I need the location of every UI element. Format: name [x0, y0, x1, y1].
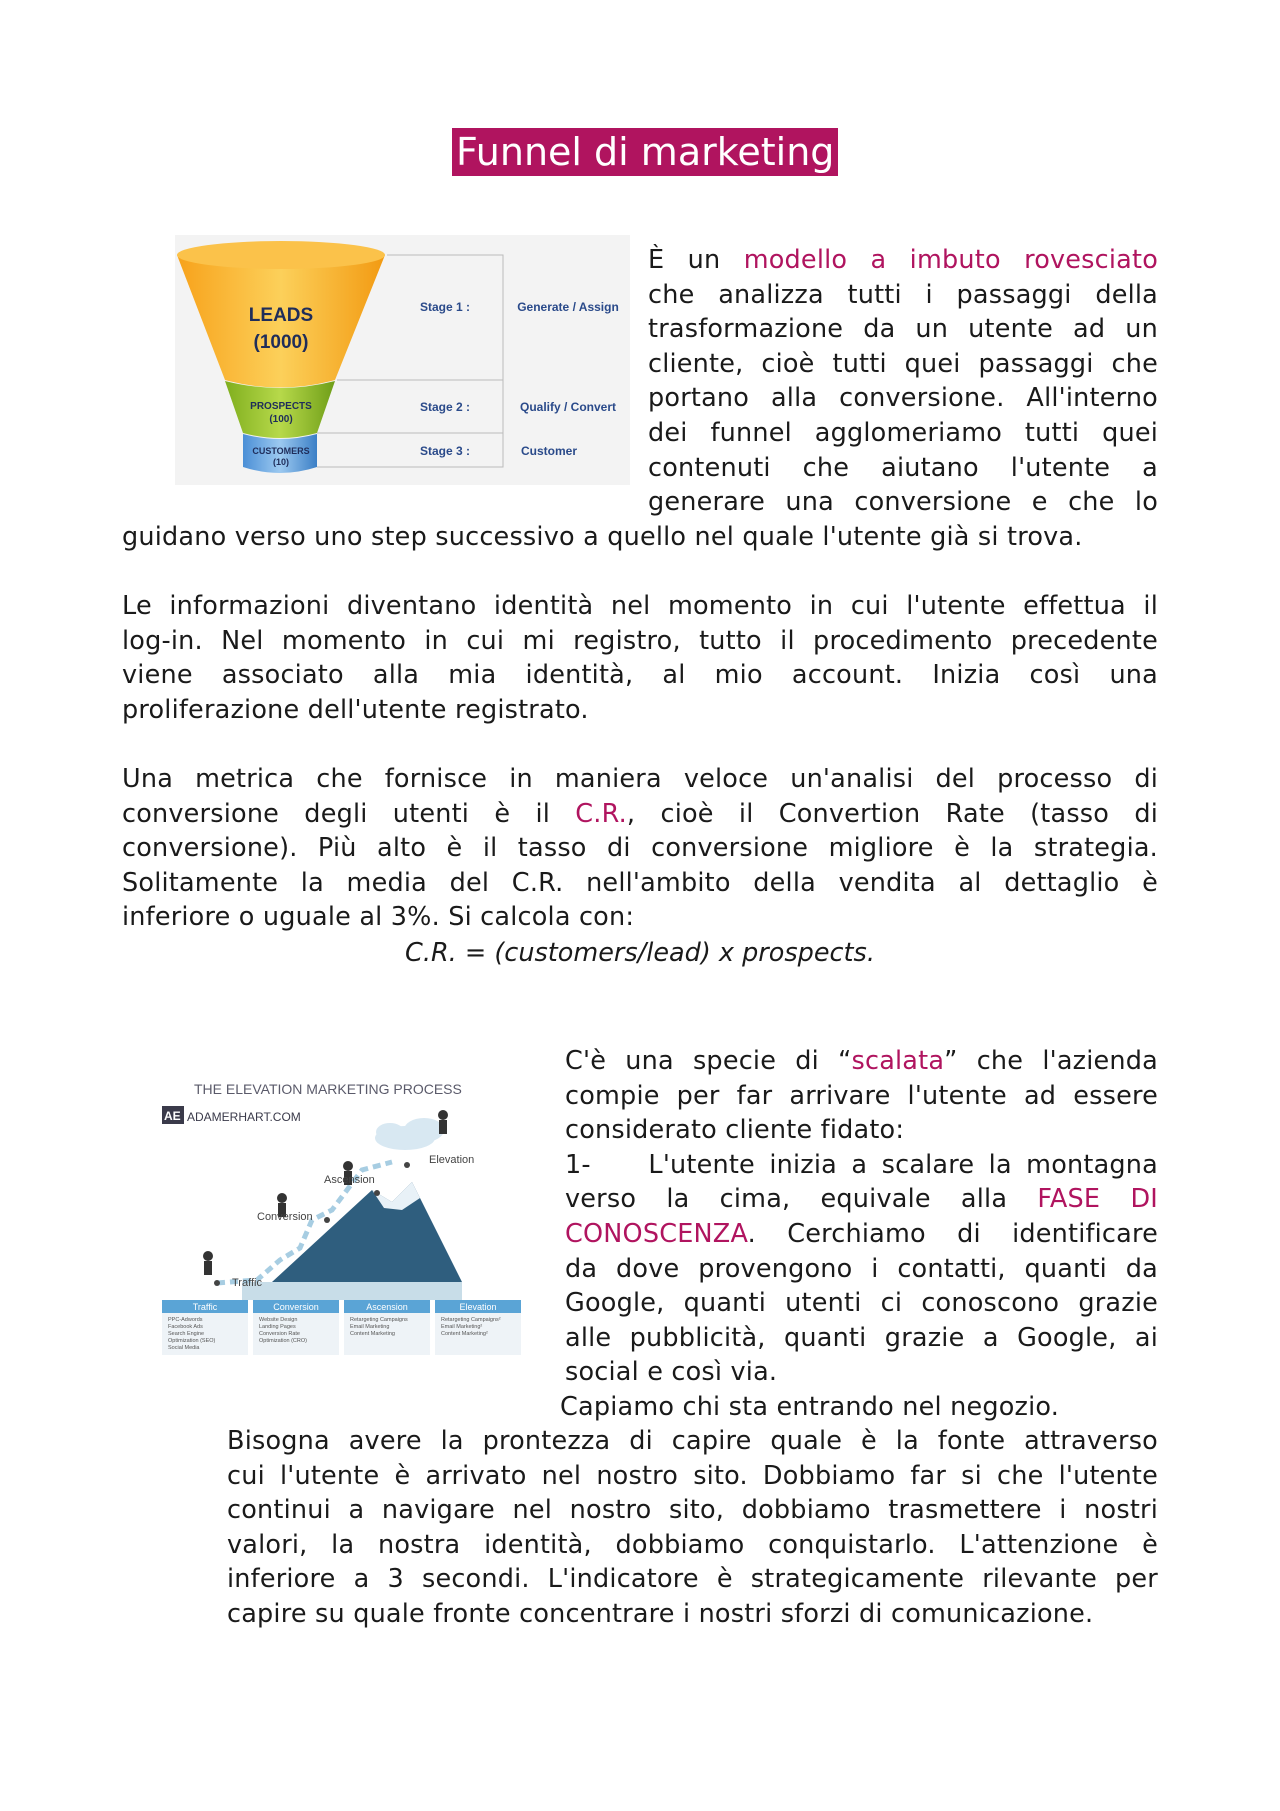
- text-line: valori, la nostra identità, dobbiamo conquistarlo. L'attenzione è: [227, 1529, 1158, 1560]
- funnel-leads-label: LEADS: [248, 305, 314, 326]
- highlight-conoscenza: CONOSCENZA: [565, 1218, 748, 1249]
- highlight-scalata: scalata: [851, 1046, 945, 1076]
- col-head-elevation: Elevation: [459, 1302, 497, 1312]
- text-line: considerato cliente fidato:: [565, 1115, 905, 1146]
- funnel-customers-label: CUSTOMERS: [252, 446, 310, 456]
- text-line: cliente, cioè tutti quei passaggi che: [648, 348, 1158, 379]
- paragraph-prontezza: [227, 1424, 1158, 1632]
- text-line: capire su quale fronte concentrare i nostri sforzi di comunicazione.: [227, 1598, 1094, 1629]
- text-line: Bisogna avere la prontezza di capire quale è la fonte attraverso: [227, 1426, 1158, 1456]
- stage2-desc: Qualify / Convert: [519, 400, 617, 414]
- text-line: Solitamente la media del C.R. nell'ambito della vendita al dettaglio è: [122, 867, 1158, 898]
- text-line: verso la cima, equivale alla FASE DI: [565, 1184, 1158, 1215]
- col-item: Optimization (SEO): [168, 1338, 216, 1344]
- text-line: cui l'utente è arrivato nel nostro sito. Dobbiamo far si che l'utente: [227, 1460, 1158, 1491]
- highlight-modello: modello a imbuto rovesciato: [743, 245, 1158, 275]
- elevation-title: THE ELEVATION MARKETING PROCESS: [194, 1081, 462, 1097]
- stage3-label: Stage 3 :: [419, 444, 471, 458]
- col-item: PPC-Adwords: [168, 1317, 203, 1323]
- text-line: proliferazione dell'utente registrato.: [122, 694, 589, 725]
- stage1-label: Stage 1 :: [419, 300, 471, 314]
- ae-logo-text: AE: [164, 1109, 181, 1123]
- col-item: Website Design: [259, 1317, 298, 1323]
- text-line: Capiamo chi sta entrando nel negozio.: [560, 1392, 1060, 1422]
- col-item: Search Engine: [168, 1331, 205, 1337]
- formula: C.R. = (customers/lead) x prospects.: [405, 938, 875, 968]
- funnel-customers-count: (10): [272, 457, 290, 467]
- text-line: generare una conversione e che lo: [648, 487, 1158, 518]
- text-line: È un modello a imbuto rovesciato: [648, 245, 1158, 275]
- text-line: inferiore o uguale al 3%. Si calcola con:: [122, 902, 635, 933]
- funnel-prospects-label: PROSPECTS: [250, 401, 312, 412]
- page-title: Funnel di marketing: [452, 128, 838, 176]
- text-line: contenuti che aiutano l'utente a: [648, 452, 1158, 483]
- text-line: C'è una specie di “scalata” che l'azienda: [565, 1046, 1158, 1076]
- conversion-point: [324, 1217, 330, 1223]
- col-head-conversion: Conversion: [273, 1302, 319, 1312]
- paragraph-funnel-definition: [648, 243, 1158, 520]
- text-line: Una metrica che fornisce in maniera veloce un'analisi del processo di: [122, 764, 1158, 794]
- stage1-desc: Generate / Assign: [517, 300, 619, 314]
- stage2-label: Stage 2 :: [419, 400, 471, 414]
- col-item: Social Media: [168, 1345, 200, 1351]
- col-head-traffic: Traffic: [192, 1302, 218, 1312]
- stage3-desc: Customer: [520, 444, 578, 458]
- col-head-ascension: Ascension: [366, 1302, 408, 1312]
- text-line: continui a navigare nel nostro sito, dobbiamo trasmettere i nostri: [227, 1495, 1158, 1526]
- text-line: Le informazioni diventano identità nel momento in cui l'utente effettua il: [122, 591, 1158, 621]
- elevation-image: [162, 1070, 526, 1362]
- paragraph-conversion-rate: [122, 762, 1158, 935]
- col-item: Email Marketing: [350, 1324, 390, 1330]
- stage-conversion-label: Conversion: [257, 1211, 313, 1223]
- text-line: trasformazione da un utente ad un: [648, 314, 1158, 345]
- paragraph-funnel-continued: [122, 520, 1162, 555]
- col-item: Facebook Ads: [168, 1324, 203, 1330]
- text-line: che analizza tutti i passaggi della: [648, 279, 1158, 310]
- funnel-image: [175, 235, 630, 485]
- text-line: inferiore a 3 secondi. L'indicatore è strategicamente rilevante per: [227, 1564, 1158, 1595]
- text-line: Google, quanti utenti ci conoscono grazie: [565, 1288, 1158, 1319]
- text-line: alle pubblicità, quanti grazie a Google, ai: [565, 1322, 1158, 1353]
- stage-ascension-label: Ascension: [324, 1174, 375, 1186]
- text-line: conversione degli utenti è il C.R., cioè il Convertion Rate (tasso di: [122, 798, 1159, 829]
- text-line: social e così via.: [565, 1357, 778, 1388]
- funnel-leads-count: (1000): [253, 332, 309, 353]
- col-item: Landing Pages: [259, 1324, 296, 1330]
- col-item: Email Marketing²: [441, 1324, 483, 1330]
- col-item: Optimization (CRO): [259, 1338, 307, 1344]
- text-line: dei funnel agglomeriamo tutti quei: [648, 417, 1158, 448]
- highlight-fase-di: FASE DI: [1037, 1184, 1158, 1215]
- col-item: Content Marketing²: [441, 1331, 488, 1337]
- text-line: log-in. Nel momento in cui mi registro, tutto il procedimento precedente: [122, 625, 1158, 656]
- highlight-cr: C.R.: [575, 798, 627, 829]
- col-item: Retargeting Campaigns²: [441, 1317, 501, 1323]
- text-line: da dove provengono i contatti, quanti da: [565, 1253, 1158, 1284]
- traffic-point: [214, 1280, 220, 1286]
- text-line: portano alla conversione. All'interno: [648, 383, 1158, 414]
- text-line: viene associato alla mia identità, al mio account. Inizia così una: [122, 660, 1158, 691]
- col-item: Conversion Rate: [259, 1331, 300, 1337]
- text-line: guidano verso uno step successivo a quello nel quale l'utente già si trova.: [122, 522, 1083, 552]
- paragraph-identity: [122, 589, 1158, 727]
- elevation-point: [404, 1162, 410, 1168]
- text-line: conversione). Più alto è il tasso di conversione migliore è la strategia.: [122, 833, 1158, 864]
- funnel-prospects-count: (100): [269, 414, 293, 425]
- stage-elevation-label: Elevation: [429, 1154, 475, 1166]
- text-line: compie per far arrivare l'utente ad essere: [565, 1080, 1158, 1111]
- paragraph-negozio: [560, 1390, 1160, 1425]
- col-item: Content Marketing: [350, 1331, 395, 1337]
- ascension-point: [374, 1190, 380, 1196]
- elevation-site: ADAMERHART.COM: [187, 1110, 301, 1124]
- text-line: 1- L'utente inizia a scalare la montagna: [565, 1149, 1158, 1180]
- stage-traffic-label: Traffic: [232, 1277, 262, 1289]
- text-line: CONOSCENZA. Cerchiamo di identificare: [565, 1218, 1158, 1249]
- col-item: Retargeting Campaigns: [350, 1317, 408, 1323]
- paragraph-scalata: [565, 1044, 1158, 1390]
